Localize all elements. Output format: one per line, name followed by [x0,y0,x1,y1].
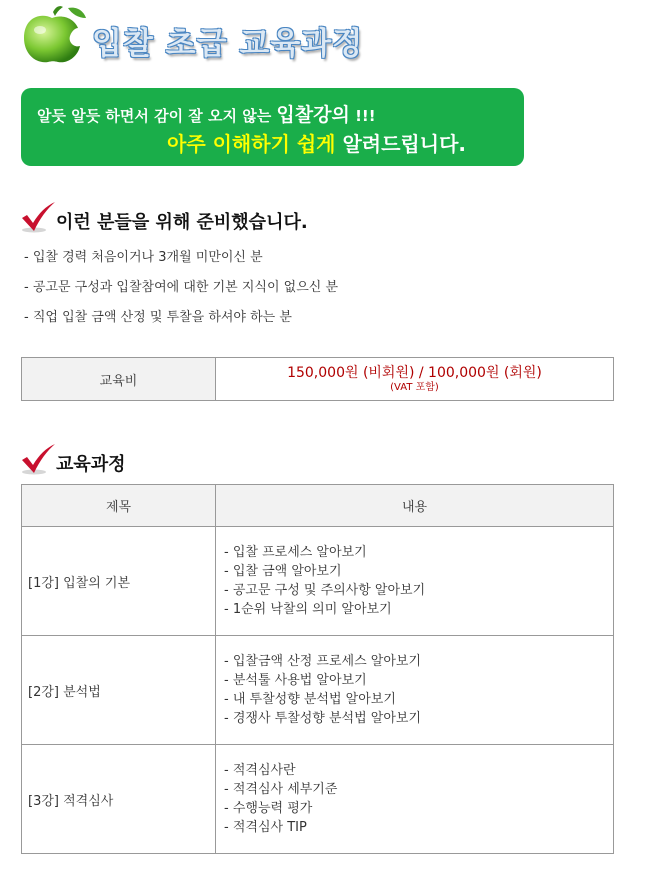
column-header-content: 내용 [216,485,614,527]
page-header [20,4,420,66]
lecture-content [216,745,614,854]
lecture-content [216,527,614,636]
banner-line-1-tail: !!! [349,107,376,125]
lecture-title: [3강] 적격심사 [22,745,216,854]
table-row [22,636,614,745]
list-item: - 입찰 경력 처음이거나 3개월 미만이신 분 [24,250,263,265]
list-item: - 공고문 구성과 입찰참여에 대한 기본 지식이 없으신 분 [24,280,339,295]
intro-banner [21,88,524,166]
green-apple-icon [20,4,88,66]
list-item: - 입찰 금액 알아보기 [224,564,342,579]
banner-line-1-emphasis: 입찰강의 [276,104,350,126]
banner-line-2-text: 알려드립니다. [335,132,466,156]
list-item: - 적격심사 TIP [224,820,307,835]
fee-label: 교육비 [22,358,216,401]
list-item: - 적격심사 세부기준 [224,782,338,797]
lecture-content [216,636,614,745]
banner-line-2-emphasis: 아주 이해하기 쉽게 [167,132,336,156]
lecture-title: [1강] 입찰의 기본 [22,527,216,636]
table-row [22,745,614,854]
lecture-title: [2강] 분석법 [22,636,216,745]
fee-value-cell [216,358,614,401]
checkmark-icon [20,202,56,234]
list-item: - 입찰 프로세스 알아보기 [224,545,367,560]
list-item: - 적격심사란 [224,763,296,778]
list-item: - 1순위 낙찰의 의미 알아보기 [224,602,392,617]
banner-line-2 [167,128,466,157]
table-header-row [22,485,614,527]
list-item: - 수행능력 평가 [224,801,313,816]
banner-line-1 [37,100,376,127]
course-table [21,484,614,854]
column-header-title: 제목 [22,485,216,527]
list-item: - 입찰금액 산정 프로세스 알아보기 [224,654,422,669]
table-row [22,358,614,401]
page-title: 입찰 초급 교육과정 [92,26,364,62]
table-row [22,527,614,636]
banner-line-1-text: 알듯 알듯 하면서 감이 잘 오지 않는 [37,107,277,125]
target-list [24,248,338,338]
target-heading-text: 이런 분들을 위해 준비했습니다. [56,212,308,233]
fee-table [21,357,614,401]
course-heading-text: 교육과정 [56,454,126,475]
checkmark-icon [20,444,56,476]
fee-vat-note: (VAT 포함) [390,382,439,393]
list-item: - 경쟁사 투찰성향 분석법 알아보기 [224,711,422,726]
fee-price: 150,000원 (비회원) / 100,000원 (회원) [287,365,542,381]
list-item: - 내 투찰성향 분석법 알아보기 [224,692,396,707]
list-item: - 직업 입찰 금액 산정 및 투찰을 하셔야 하는 분 [24,310,292,325]
list-item: - 분석툴 사용법 알아보기 [224,673,367,688]
list-item: - 공고문 구성 및 주의사항 알아보기 [224,583,426,598]
